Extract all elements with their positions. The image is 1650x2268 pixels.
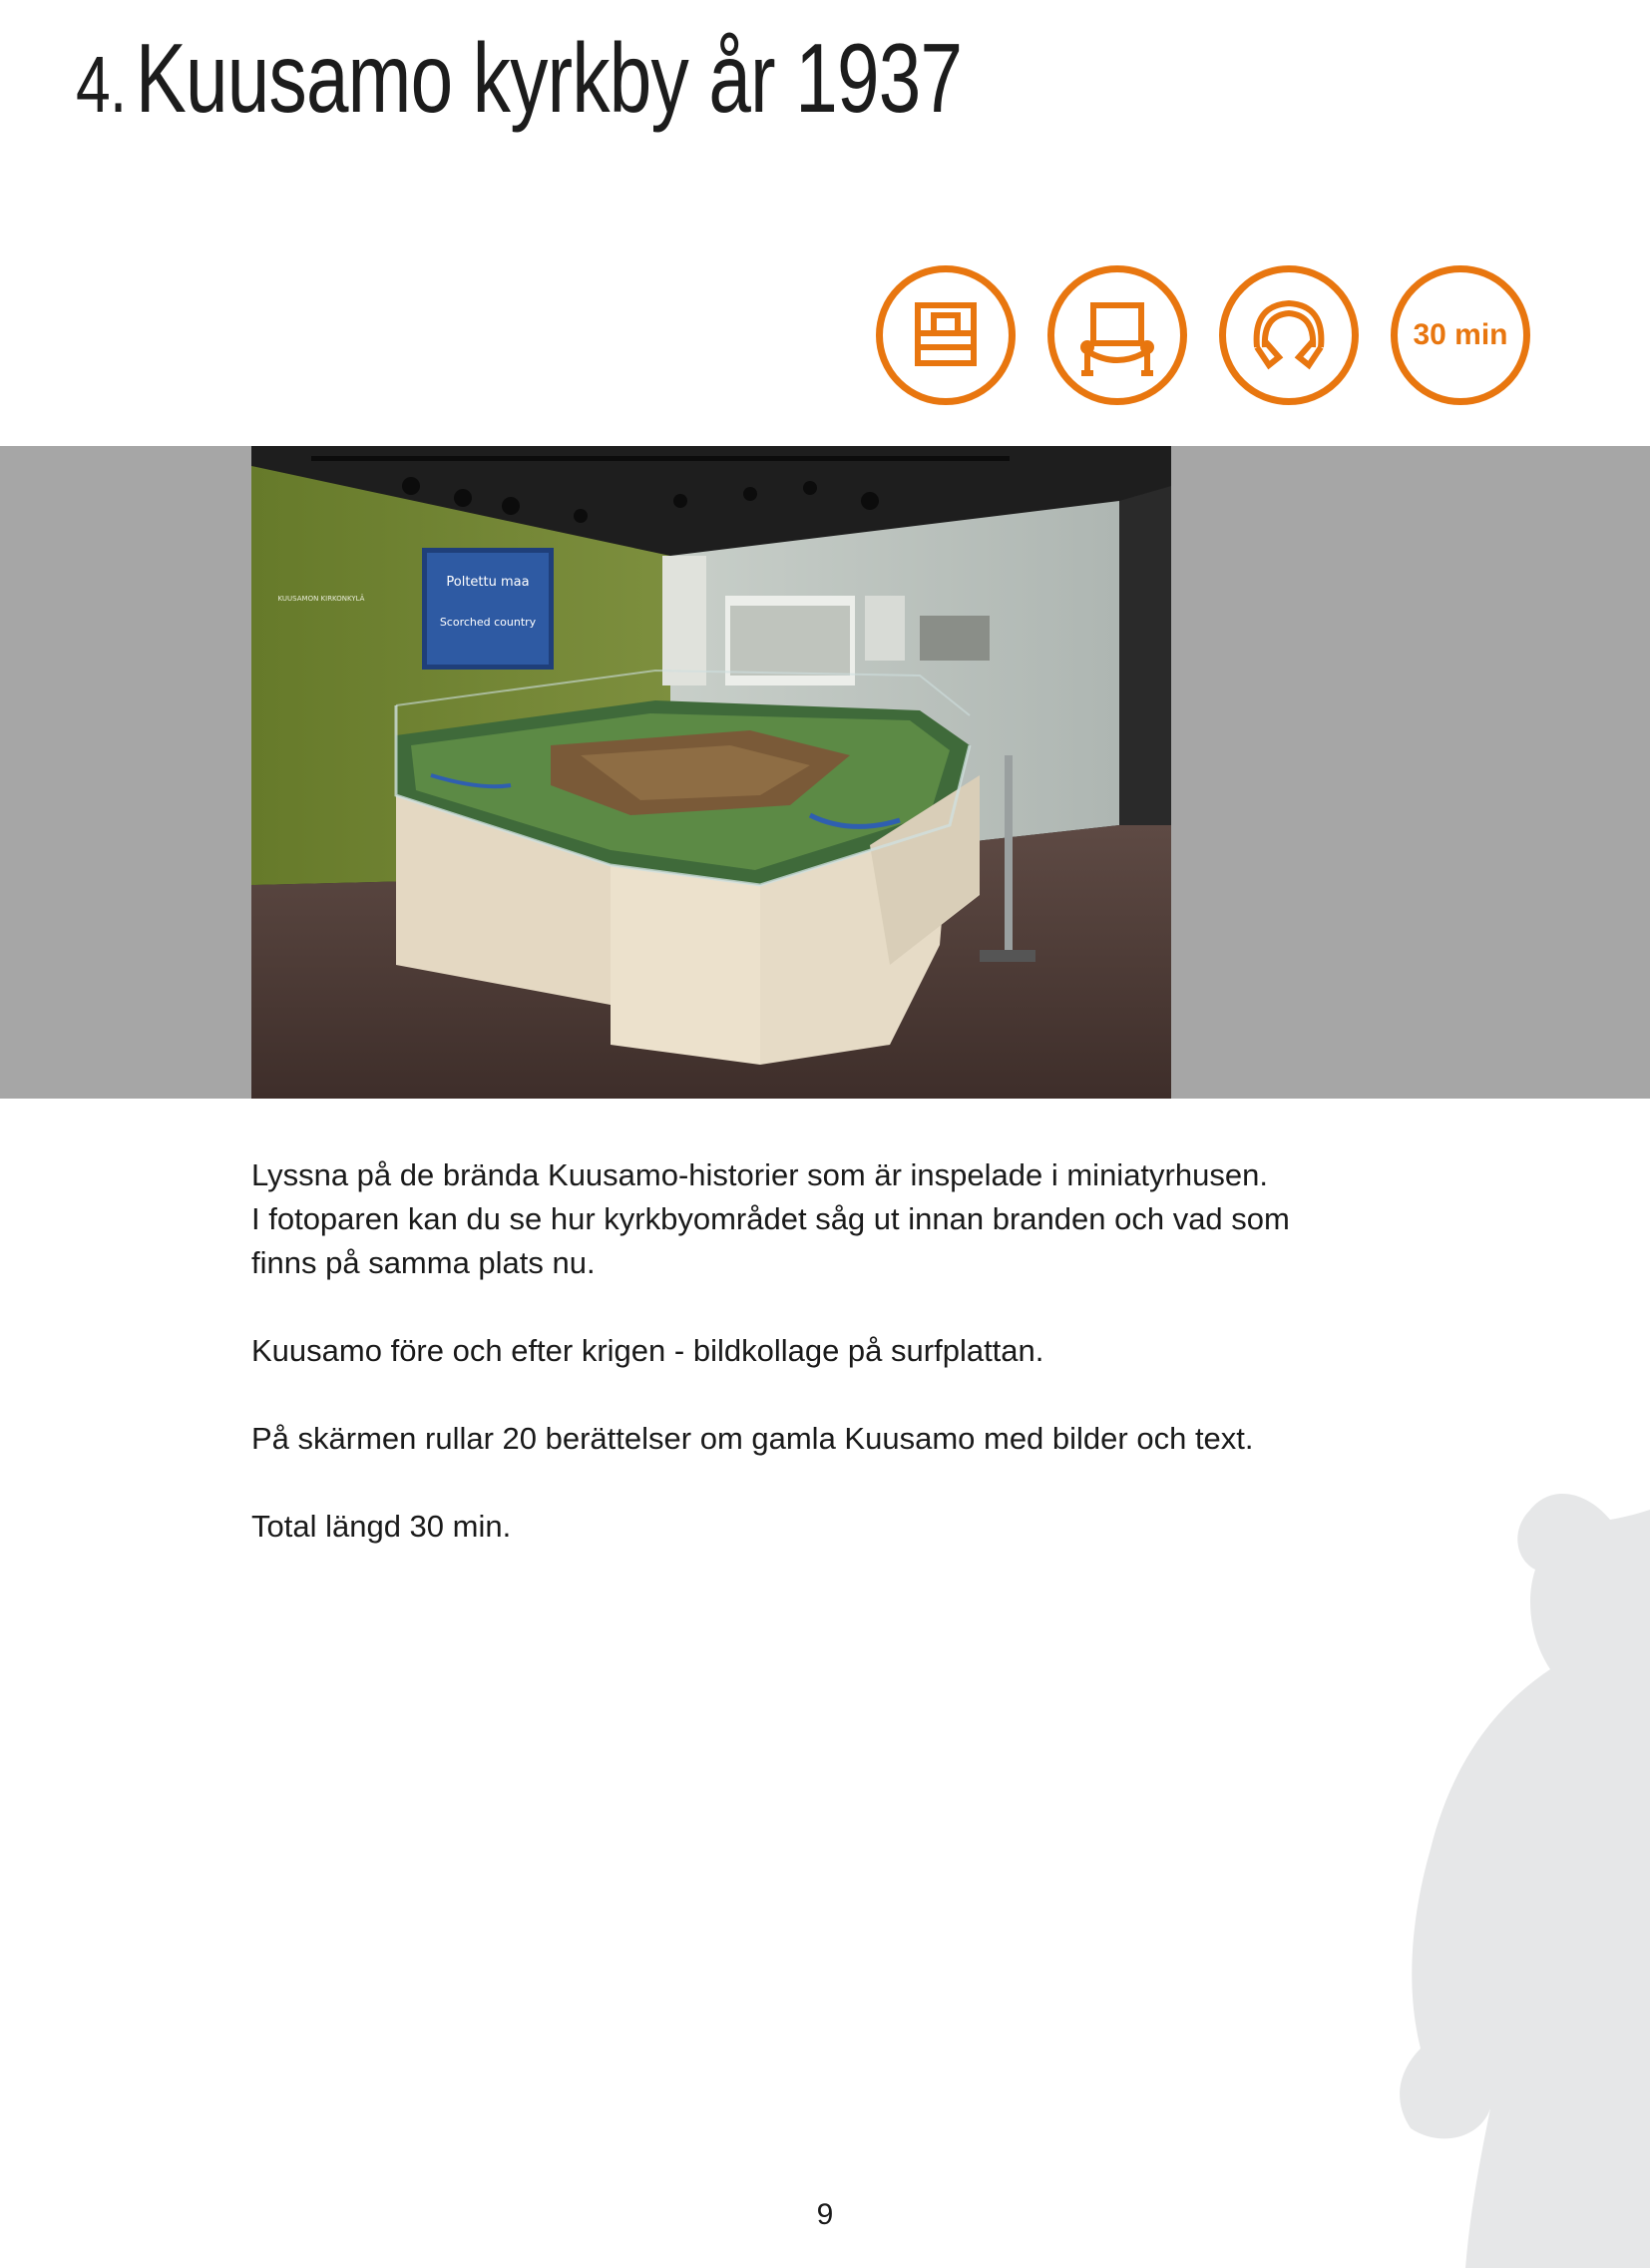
page-number: 9 — [816, 2198, 834, 2231]
bear-silhouette-icon — [1331, 1470, 1650, 2268]
exhibit-photo — [251, 446, 1171, 1099]
paragraph-2: Kuusamo före och efter krigen - bildkollage på surfplattan. — [251, 1333, 1044, 1368]
paragraph-1-line-3: finns på samma plats nu. — [251, 1245, 596, 1280]
activity-icons — [876, 265, 1530, 405]
paragraph-1-line-1: Lyssna på de brända Kuusamo-historier som är inspelade i miniatyrhusen. — [251, 1157, 1268, 1192]
book-stand-icon — [876, 265, 1016, 405]
paragraph-1 — [251, 1153, 1399, 1285]
paragraph-3: På skärmen rullar 20 berättelser om gamla Kuusamo med bilder och text. — [251, 1421, 1254, 1456]
wall-label: KUUSAMON KIRKONKYLÄ — [277, 595, 365, 603]
section-number: 4. — [76, 40, 127, 129]
page-title — [76, 22, 962, 135]
paragraph-1-line-2: I fotoparen kan du se hur kyrkbyområdet såg ut innan branden och vad som — [251, 1201, 1290, 1236]
exhibit-display-icon — [1047, 265, 1187, 405]
paragraph-4: Total längd 30 min. — [251, 1509, 512, 1544]
screen-title-en: Scorched country — [439, 616, 537, 629]
duration-badge — [1391, 265, 1530, 405]
screen-title-fi: Poltettu maa — [446, 575, 530, 590]
section-title: Kuusamo kyrkby år 1937 — [135, 23, 963, 133]
headphones-icon — [1219, 265, 1359, 405]
body-text — [251, 1153, 1399, 1592]
duration-label: 30 min — [1413, 318, 1508, 351]
